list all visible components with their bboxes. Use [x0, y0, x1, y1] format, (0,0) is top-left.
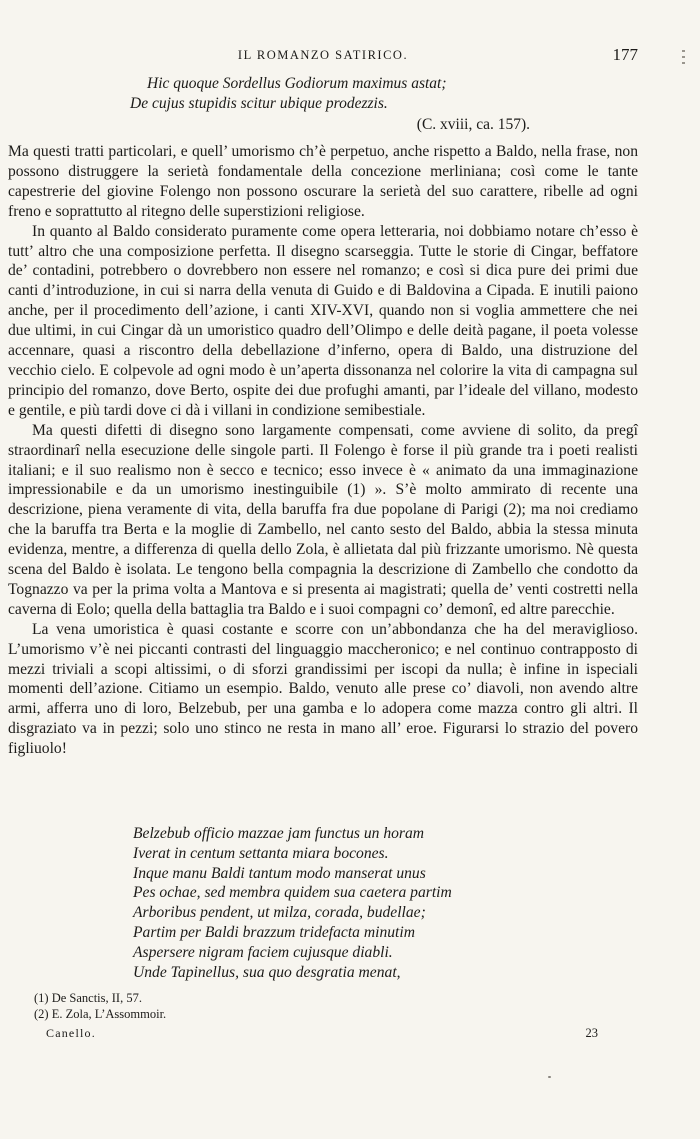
epigraph-line: De cujus stupidis scitur ubique prodezzis.	[130, 95, 388, 112]
epigraph-citation: (C. xviii, ca. 157).	[416, 116, 530, 133]
verse-line: Arboribus pendent, ut milza, corada, budellae;	[133, 904, 426, 922]
footnote: (1) De Sanctis, II, 57.	[34, 991, 142, 1005]
paragraph: Ma questi difetti di disegno sono largamente compensati, come avviene di solito, da pregî straordinarî nella esecuzione delle singole parti. Il Folengo è forse il più grande tra i poeti realisti italiani; e il suo realismo non è secco e tecnico; esso invece è « animato da una immaginazione impressionabile e da un umorismo inestinguibile (1) ». S’è molto ammirato di recente una descrizione, piena veramente di vita, della baruffa fra due popolane di Parigi (2); ma noi crediamo che la baruffa tra Berta e la moglie di Zambello, nel canto sesto del Baldo, abbia la stessa minuta evidenza, mentre, a differenza di quella dello Zola, è allietata dal più frizzante umorismo. Nè questa scena del Baldo è isolata. Le tengono bella compagnia la descrizione di Zambello che condotto da Tognazzo va per la prima volta a Mantova e si presenta ai magistrati; quella de’ venti costretti nella caverna di Eolo; quella della battaglia tra Baldo e i suoi compagni co’ demonî, ed altre parecchie.	[8, 421, 638, 618]
footnote: (2) E. Zola, L’Assommoir.	[34, 1007, 167, 1021]
paragraph: La vena umoristica è quasi costante e scorre con un’abbondanza che ha del meraviglioso. L’umorismo v’è nei piccanti contrasti del linguaggio maccheronico; e nel continuo contrapposto di mezzi triviali a scopi altissimi, o di sforzi grandissimi per iscopi da nulla; è infine in ispeciali momenti dell’azione. Citiamo un esempio. Baldo, venuto alle prese co’ diavoli, non avendo altre armi, afferra uno di loro, Belzebub, per una gamba e lo adopera come mazza contro gli altri. Il disgraziato va in pezzi; solo uno stinco ne resta in mano all’ eroe. Figurarsi lo strazio del povero figliuolo!	[8, 620, 638, 758]
verse-line: Aspersere nigram faciem cujusque diabli.	[133, 943, 393, 961]
margin-specks	[682, 50, 688, 70]
verse-line: Pes ochae, sed membra quidem sua caetera partim	[133, 884, 452, 902]
footnotes	[34, 990, 166, 1022]
verse-line: Partim per Baldi brazzum tridefacta minutim	[133, 923, 415, 941]
paragraph: Ma questi tratti particolari, e quell’ umorismo ch’è perpetuo, anche rispetto a Baldo, nella frase, non possono distruggere la serietà fondamentale della concezione merliniana; così come le tante capestrerie del giovine Folengo non possono oscurare la serietà del suo carattere, ribelle ad ogni freno e soprattutto al ritegno delle superstizioni religiose.	[8, 143, 638, 220]
verse-line: Inque manu Baldi tantum modo manserat unus	[133, 864, 426, 882]
paragraph: In quanto al Baldo considerato puramente come opera letteraria, noi dobbiamo notare ch’esso è tutt’ altro che una composizione perfetta. Il disegno scarseggia. Tutte le storie di Cingar, beffatore de’ contadini, potrebbero o dovrebbero non essere nel romanzo; e così si dica pure dei primi due canti d’introduzione, in cui si narra della venuta di Guido e di Baldovina a Cipada. E inutili paiono anche, per il procedimento dell’azione, i canti XIV-XVI, quando non si voglia ammettere che nei due ultimi, in cui Cingar dà un umoristico quadro dell’Olimpo e delle deità pagane, il poeta volesse accennare, quasi a riscontro della debellazione d’inferno, opera di Baldo, una distruzione del vecchio cielo. E colpevole ad ogni modo è un’aperta dissonanza nel colorire la vita di campagna sul principio del romanzo, dove Berto, ospite dei due profughi amanti, par l’ideale del villano, modesto e gentile, e più tardi dove ci dà i villani in condizione semibestiale.	[8, 222, 638, 419]
signature-author: Canello.	[46, 1026, 96, 1040]
verse-quotation	[133, 824, 553, 982]
running-title: IL ROMANZO SATIRICO.	[237, 48, 409, 62]
signature-number: 23	[585, 1026, 598, 1040]
body-text	[8, 142, 638, 759]
verse-line: Iverat in centum settanta miara bocones.	[133, 844, 389, 862]
epigraph	[130, 74, 530, 135]
verse-line: Belzebub officio mazzae jam functus un horam	[133, 825, 425, 842]
ink-speck	[548, 1076, 551, 1078]
epigraph-line: Hic quoque Sordellus Godiorum maximus astat;	[147, 75, 447, 92]
verse-line: Unde Tapinellus, sua quo desgratia menat,	[133, 963, 401, 981]
page-number: 177	[612, 45, 638, 64]
